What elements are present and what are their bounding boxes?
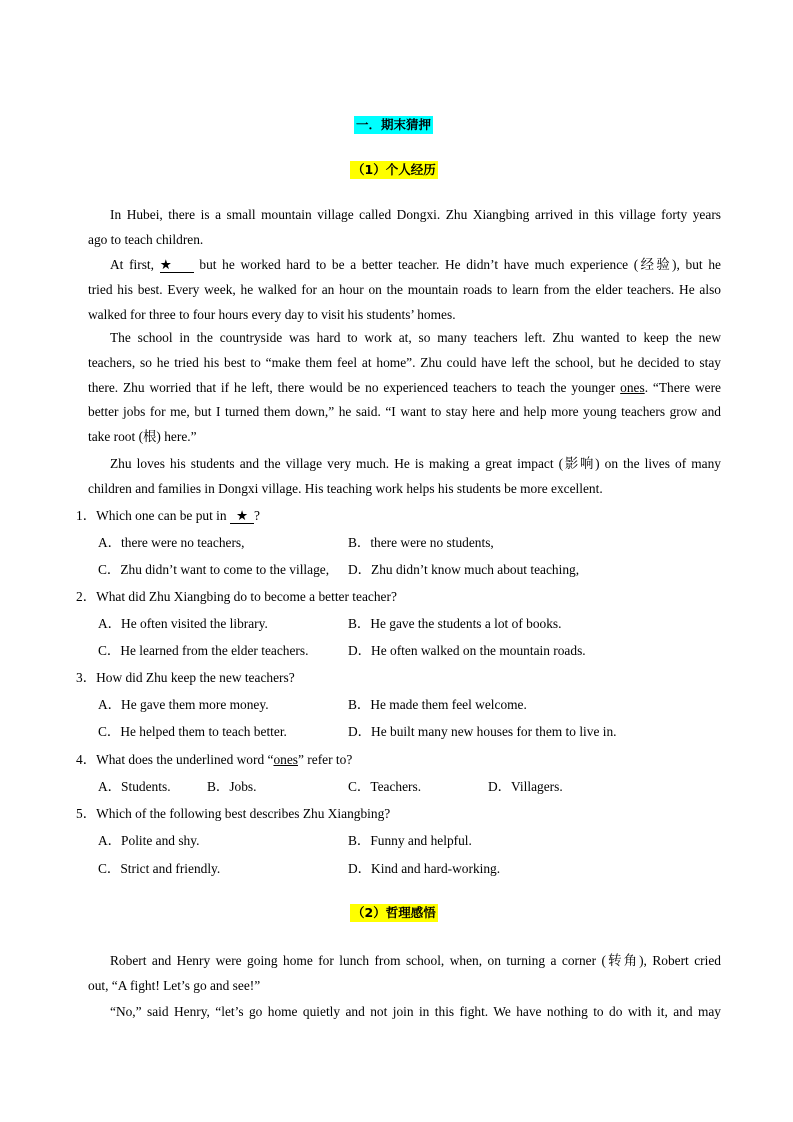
paragraph-line: better jobs for me, but I turned them down,” he said. “I want to stay here and help more young teachers grow and [88,404,721,419]
underlined-word: ones [273,752,298,767]
text: At first, [110,257,154,272]
text: there. Zhu worried that if he left, there would be no experienced teachers to teach the younger [88,380,616,395]
option-a[interactable]: A．Polite and shy. [98,833,200,848]
section-title: 一．期末猜押 [356,117,432,132]
question-3-stem: 3．How did Zhu keep the new teachers? [76,670,295,685]
paragraph-line: “No,” said Henry, “let’s go home quietly and not join in this fight. We have nothing to do with it, and may [110,1004,721,1019]
option-b[interactable]: B．Jobs. [207,779,257,794]
option-d[interactable]: D．Zhu didn’t know much about teaching, [348,562,580,577]
text: 1．Which one can be put in [76,508,227,523]
option-d[interactable]: D．He built many new houses for them to live in. [348,724,617,739]
paragraph-line: tried his best. Every week, he walked for an hour on the mountain roads to learn from the elder teachers. He also [88,282,721,297]
question-2-stem: 2．What did Zhu Xiangbing do to become a better teacher? [76,589,397,604]
paragraph-line: out, “A fight! Let’s go and see!” [88,978,261,993]
text: 4．What does the underlined word “ [76,752,274,767]
underlined-word: ones [620,380,645,395]
paragraph-line [88,379,721,397]
option-a[interactable]: A．He often visited the library. [98,616,268,631]
option-c[interactable]: C．Teachers. [348,779,422,794]
question-4-stem [76,751,352,769]
option-a[interactable]: A．He gave them more money. [98,697,269,712]
paragraph-line: ago to teach children. [88,232,204,247]
paragraph-line: walked for three to four hours every day to visit his students’ homes. [88,307,456,322]
text: ” refer to? [298,752,353,767]
paragraph-line: In Hubei, there is a small mountain village called Dongxi. Zhu Xiangbing arrived in this village forty years [110,207,721,222]
option-a[interactable]: A．Students. [98,779,171,794]
option-c[interactable]: C．Zhu didn’t want to come to the village, [98,562,330,577]
paragraph-line: take root (根) here.” [88,429,197,444]
paragraph-line: Robert and Henry were going home for lunch from school, when, on turning a corner (转角), Robert cried [110,953,721,968]
star-blank: ★ [160,257,194,273]
option-d[interactable]: D．Villagers. [488,779,563,794]
text: ? [253,508,260,523]
text: but he worked hard to be a better teacher. He didn’t have much experience (经验), but he [199,257,721,272]
option-b[interactable]: B．there were no students, [348,535,494,550]
option-c[interactable]: C．Strict and friendly. [98,861,221,876]
option-a[interactable]: A．there were no teachers, [98,535,245,550]
text: . “There were [644,380,721,395]
paragraph-line: teachers, so he tried his best to “make them feel at home”. Zhu could have left the school, but he decided to stay [88,355,721,370]
paragraph-line: The school in the countryside was hard to work at, so many teachers left. Zhu wanted to keep the new [110,330,721,345]
option-d[interactable]: D．Kind and hard-working. [348,861,501,876]
subsection-title-1: （1）个人经历 [352,162,436,177]
option-c[interactable]: C．He learned from the elder teachers. [98,643,309,658]
option-d[interactable]: D．He often walked on the mountain roads. [348,643,586,658]
option-b[interactable]: B．He made them feel welcome. [348,697,527,712]
paragraph-line: Zhu loves his students and the village very much. He is making a great impact (影响) on the lives of many [110,456,721,471]
question-1-stem [76,507,260,525]
option-c[interactable]: C．He helped them to teach better. [98,724,287,739]
paragraph-line: children and families in Dongxi village. His teaching work helps his students be more excellent. [88,481,603,496]
question-5-stem: 5．Which of the following best describes Zhu Xiangbing? [76,806,391,821]
subsection-title-2: （2）哲理感悟 [352,905,436,920]
paragraph-line [110,256,721,274]
option-b[interactable]: B．Funny and helpful. [348,833,472,848]
star-blank: ★ [230,508,254,524]
option-b[interactable]: B．He gave the students a lot of books. [348,616,562,631]
